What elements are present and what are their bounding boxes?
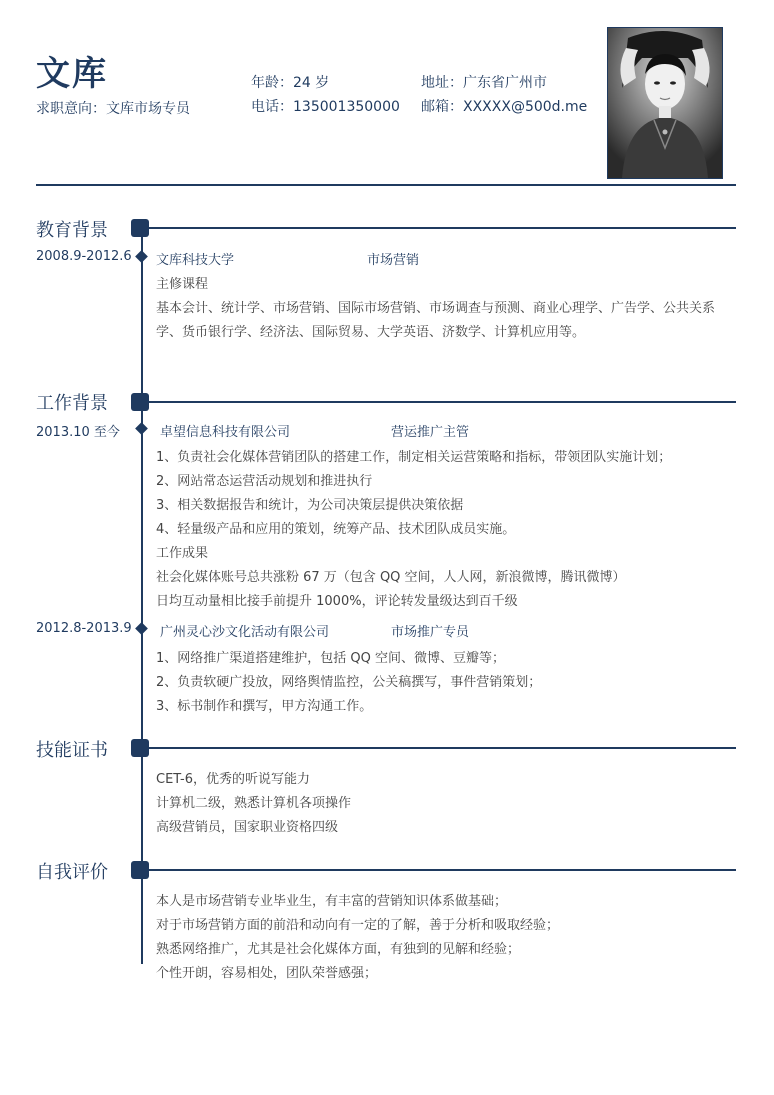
skill-line: 高级营销员，国家职业资格四级 [156, 820, 339, 835]
job-line: 工作成果 [156, 546, 209, 561]
job-line: 社会化媒体账号总共涨粉 67 万（包含 QQ 空间，人人网，新浪微博，腾讯微博） [156, 570, 626, 585]
section-marker [131, 219, 149, 237]
section-line [149, 869, 736, 871]
section-line [149, 401, 736, 403]
phone-field: 电话：135001350000 [251, 99, 400, 115]
self-line: 对于市场营销方面的前沿和动向有一定的了解，善于分析和吸取经验； [156, 918, 560, 933]
email-field: 邮箱：XXXXX@500d.me [421, 99, 588, 115]
job-date: 2013.10 至今 [36, 425, 120, 440]
job-company: 卓望信息科技有限公司 [160, 425, 291, 440]
job-date: 2012.8-2013.9 [36, 621, 132, 636]
job-position: 市场推广专员 [391, 625, 470, 640]
section-title-self: 自我评价 [36, 862, 108, 883]
section-marker [131, 393, 149, 411]
section-line [149, 227, 736, 229]
skill-line: 计算机二级，熟悉计算机各项操作 [156, 796, 352, 811]
timeline-diamond [135, 622, 148, 635]
timeline-diamond [135, 422, 148, 435]
course-label: 主修课程 [156, 277, 209, 292]
job-line: 1、负责社会化媒体营销团队的搭建工作，制定相关运营策略和指标，带领团队实施计划； [156, 450, 672, 465]
candidate-name: 文库 [36, 54, 108, 94]
job-line: 日均互动量相比接手前提升 1000%，评论转发量级达到百千级 [156, 594, 518, 609]
job-line: 3、标书制作和撰写，甲方沟通工作。 [156, 699, 373, 714]
age-field: 年龄：24 岁 [251, 75, 330, 91]
job-line: 4、轻量级产品和应用的策划，统筹产品、技术团队成员实施。 [156, 522, 516, 537]
section-title-education: 教育背景 [36, 220, 108, 241]
job-line: 3、相关数据报告和统计，为公司决策层提供决策依据 [156, 498, 464, 513]
job-company: 广州灵心沙文化活动有限公司 [160, 625, 330, 640]
edu-school: 文库科技大学 [156, 253, 235, 268]
job-line: 2、网站常态运营活动规划和推进执行 [156, 474, 373, 489]
skill-line: CET-6，优秀的听说写能力 [156, 772, 311, 787]
section-title-skills: 技能证书 [36, 740, 108, 761]
profile-photo [607, 27, 723, 179]
job-line: 1、网络推广渠道搭建维护，包括 QQ 空间、微博、豆瓣等； [156, 651, 506, 666]
timeline-line [141, 228, 143, 964]
self-line: 本人是市场营销专业毕业生，有丰富的营销知识体系做基础； [156, 894, 508, 909]
job-line: 2、负责软硬广投放，网络舆情监控，公关稿撰写，事件营销策划； [156, 675, 542, 690]
job-intent: 求职意向：文库市场专员 [36, 101, 190, 117]
section-marker [131, 739, 149, 757]
job-position: 营运推广主管 [391, 425, 470, 440]
edu-major: 市场营销 [367, 253, 420, 268]
header-divider [36, 184, 736, 186]
self-line: 个性开朗，容易相处，团队荣誉感强； [156, 966, 378, 981]
section-line [149, 747, 736, 749]
section-marker [131, 861, 149, 879]
course-list: 基本会计、统计学、市场营销、国际市场营销、市场调查与预测、商业心理学、广告学、公共关系学、货币银行学、经济法、国际贸易、大学英语、济数学、计算机应用等。 [156, 301, 716, 340]
self-line: 熟悉网络推广，尤其是社会化媒体方面，有独到的见解和经验； [156, 942, 521, 957]
timeline-diamond [135, 250, 148, 263]
address-field: 地址：广东省广州市 [421, 75, 547, 91]
edu-date: 2008.9-2012.6 [36, 249, 132, 264]
section-title-work: 工作背景 [36, 393, 108, 414]
